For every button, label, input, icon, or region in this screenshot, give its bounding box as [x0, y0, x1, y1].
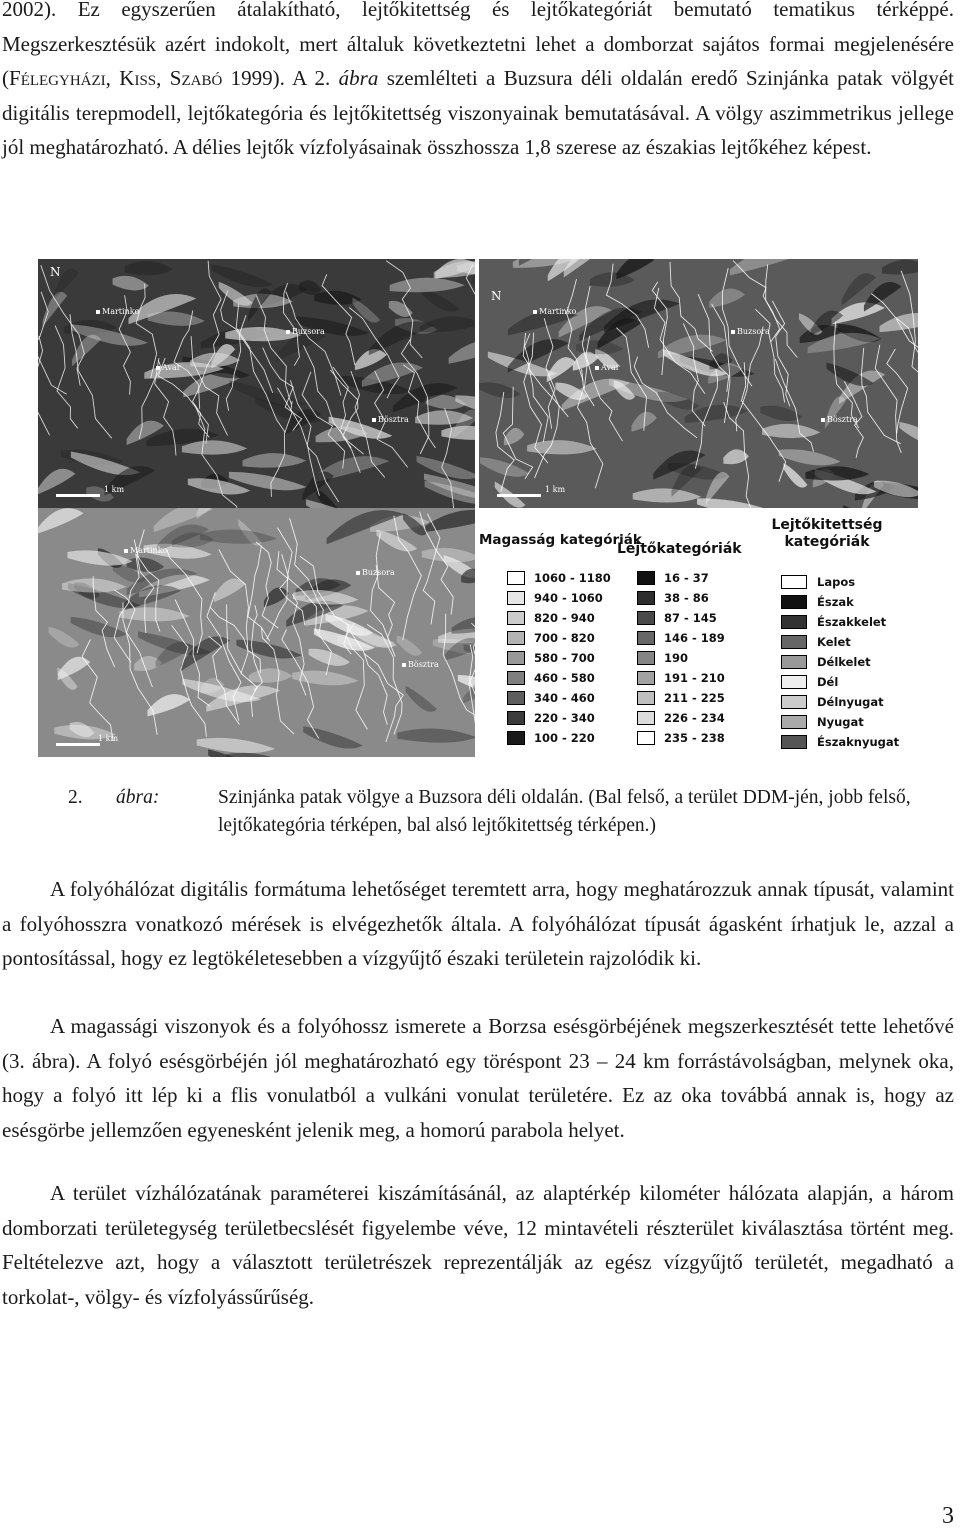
legend-item: [507, 588, 611, 608]
legend-label: Északkelet: [817, 615, 887, 629]
legend-label: 211 - 225: [664, 691, 725, 705]
legend-swatch: [507, 591, 525, 605]
legend-label: Délkelet: [817, 655, 871, 669]
slope-map: [479, 259, 918, 508]
legend-item: [637, 568, 725, 588]
legend-swatch: [507, 571, 525, 585]
legend-label: Délnyugat: [817, 695, 884, 709]
scale-bar-label: 1 km: [104, 485, 125, 494]
legend-label: 940 - 1060: [534, 591, 603, 605]
label-martinko: Martinko: [124, 546, 167, 555]
legend-swatch: [507, 631, 525, 645]
legend-item: [507, 728, 611, 748]
legend-swatch: [507, 651, 525, 665]
legend-swatch: [507, 691, 525, 705]
legend-swatch: [781, 675, 807, 689]
legend-swatch: [637, 571, 655, 585]
label-bosztra: Bösztra: [402, 660, 439, 669]
scale-bar-label: 1 km: [98, 734, 119, 743]
legend-item: [507, 608, 611, 628]
legend-label: Lapos: [817, 575, 856, 589]
legend-item: [507, 628, 611, 648]
legend-item: [637, 608, 725, 628]
legend-item: [637, 628, 725, 648]
legend-swatch: [781, 715, 807, 729]
legend-label: 191 - 210: [664, 671, 725, 685]
legend-item: [781, 732, 899, 752]
legend-swatch: [507, 671, 525, 685]
label-bosztra: Bösztra: [372, 415, 409, 424]
legend-label: 87 - 145: [664, 611, 717, 625]
legend-item: [507, 688, 611, 708]
legend-swatch: [781, 635, 807, 649]
legend-item: [781, 612, 899, 632]
label-martinko: Martinko: [96, 307, 139, 316]
legend-label: Északnyugat: [817, 735, 900, 749]
legend-swatch: [781, 655, 807, 669]
label-avar: Avar: [156, 363, 181, 372]
legend-item: [507, 648, 611, 668]
legend-swatch: [637, 611, 655, 625]
legend-swatch: [781, 695, 807, 709]
legend-label: 220 - 340: [534, 711, 595, 725]
legend-item: [781, 712, 899, 732]
legend-label: 1060 - 1180: [534, 571, 611, 585]
legend-item: [637, 648, 725, 668]
legend-swatch: [507, 711, 525, 725]
slope-legend: [637, 568, 725, 748]
legend-item: [637, 728, 725, 748]
legend-label: 226 - 234: [664, 711, 725, 725]
legend-swatch: [781, 575, 807, 589]
scale-bar-label: 1 km: [545, 485, 566, 494]
legend-swatch: [637, 671, 655, 685]
north-arrow: N: [50, 265, 61, 279]
legend-swatch: [637, 711, 655, 725]
legend-item: [781, 652, 899, 672]
label-buzsora: Buzsora: [356, 568, 395, 577]
legend-swatch: [637, 691, 655, 705]
body-paragraph-1: A folyóhálózat digitális formátuma lehetőséget teremtett arra, hogy meghatározzuk annak típusát, valamint a folyóhosszra vonatkozó mérések is elvégezhetők általa. A folyóhálózat típusát ágasként írhatjuk le, azzal a pontosítással, hogy ez legtökéletesebben a vízgyűjtő északi területein rajzolódik ki.: [2, 877, 954, 970]
legend-label: 235 - 238: [664, 731, 725, 745]
legend-swatch: [781, 615, 807, 629]
legend-item: [637, 708, 725, 728]
elevation-legend-title: Magasság kategóriák: [479, 532, 642, 548]
legend-label: 100 - 220: [534, 731, 595, 745]
legend-swatch: [781, 735, 807, 749]
legend-label: 16 - 37: [664, 571, 709, 585]
legend-swatch: [637, 651, 655, 665]
legend-item: [507, 708, 611, 728]
body-paragraph-3: A terület vízhálózatának paraméterei kiszámításánál, az alaptérkép kilométer hálózata alapján, a három domborzati területegység területbecslését figyelembe véve, 12 mintavételi részterület kiválasztása történt meg. Feltételezve azt, hogy a választott területrészek reprezentálják az egész vízgyűjtő területét, megadható a torkolat-, völgy- és vízfolyássűrűség.: [2, 1181, 954, 1309]
legend-label: 146 - 189: [664, 631, 725, 645]
label-martinko: Martinko: [533, 307, 576, 316]
legend-swatch: [637, 631, 655, 645]
label-buzsora: Buzsora: [286, 327, 325, 336]
legend-item: [781, 692, 899, 712]
legend-swatch: [781, 595, 807, 609]
slope-legend-title: Lejtőkategóriák: [617, 541, 742, 557]
legend-label: Észak: [817, 595, 854, 609]
legend-panel: [475, 508, 918, 757]
legend-label: 580 - 700: [534, 651, 595, 665]
legend-item: [781, 632, 899, 652]
body-paragraph-2: A magassági viszonyok és a folyóhossz ismerete a Borzsa esésgörbéjének megszerkesztését tette lehetővé (3. ábra). A folyó esésgörbéjén jól meghatározható egy töréspont 23 – 24 km forrástávolságban, melynek oka, hogy a folyó itt lép ki a flis vonulatból a vulkáni vonulat területére. Ez az oka továbbá annak is, hogy az esésgörbe jellemzően egyenesként jelenik meg, a homorú parabola helyet.: [2, 1014, 954, 1142]
legend-item: [637, 668, 725, 688]
page-number: 3: [942, 1503, 954, 1529]
legend-label: 38 - 86: [664, 591, 709, 605]
aspect-legend-title: Lejtőkitettség kategóriák: [771, 517, 883, 550]
dem-map: [38, 259, 475, 508]
label-bosztra: Bösztra: [821, 415, 858, 424]
legend-swatch: [637, 731, 655, 745]
legend-label: Dél: [817, 675, 839, 689]
legend-label: 700 - 820: [534, 631, 595, 645]
north-arrow: N: [491, 289, 502, 303]
legend-item: [507, 668, 611, 688]
legend-swatch: [507, 611, 525, 625]
legend-label: Nyugat: [817, 715, 864, 729]
legend-item: [781, 672, 899, 692]
legend-item: [507, 568, 611, 588]
legend-label: 190: [664, 651, 689, 665]
legend-item: [637, 588, 725, 608]
figure-2: [38, 259, 918, 757]
legend-swatch: [507, 731, 525, 745]
legend-item: [781, 592, 899, 612]
legend-label: 340 - 460: [534, 691, 595, 705]
elevation-legend: [507, 568, 611, 748]
figure-caption: 2. ábra: Szinjánka patak völgye a Buzsora déli oldalán. (Bal felső, a terület DDM-jén, jobb felső, lejtőkategória térképen, bal alsó lejtőkitettség térképen.): [68, 787, 911, 836]
legend-label: 820 - 940: [534, 611, 595, 625]
legend-item: [781, 572, 899, 592]
legend-swatch: [637, 591, 655, 605]
label-buzsora: Buzsora: [731, 327, 770, 336]
legend-label: 460 - 580: [534, 671, 595, 685]
legend-item: [637, 688, 725, 708]
intro-paragraph: 2002). Ez egyszerűen átalakítható, lejtőkitettség és lejtőkategóriát bemutató tematikus térképpé. Megszerkesztésük azért indokolt, mert általuk következtetni lehet a domborzat sajátos formai megjelenésére (Félegyházi, Kiss, Szabó 1999). A 2. ábra szemlélteti a Buzsura déli oldalán eredő Szinjánka patak völgyét digitális terepmodell, lejtőkategória és lejtőkitettség viszonyainak bemutatásával. A völgy aszimmetrikus jellege jól meghatározható. A délies lejtők vízfolyásainak összhossza 1,8 szerese az északias lejtőkéhez képest.: [2, 0, 955, 159]
aspect-map: [38, 508, 475, 757]
label-avar: Avar: [595, 363, 620, 372]
aspect-legend: [781, 572, 899, 752]
legend-label: Kelet: [817, 635, 851, 649]
